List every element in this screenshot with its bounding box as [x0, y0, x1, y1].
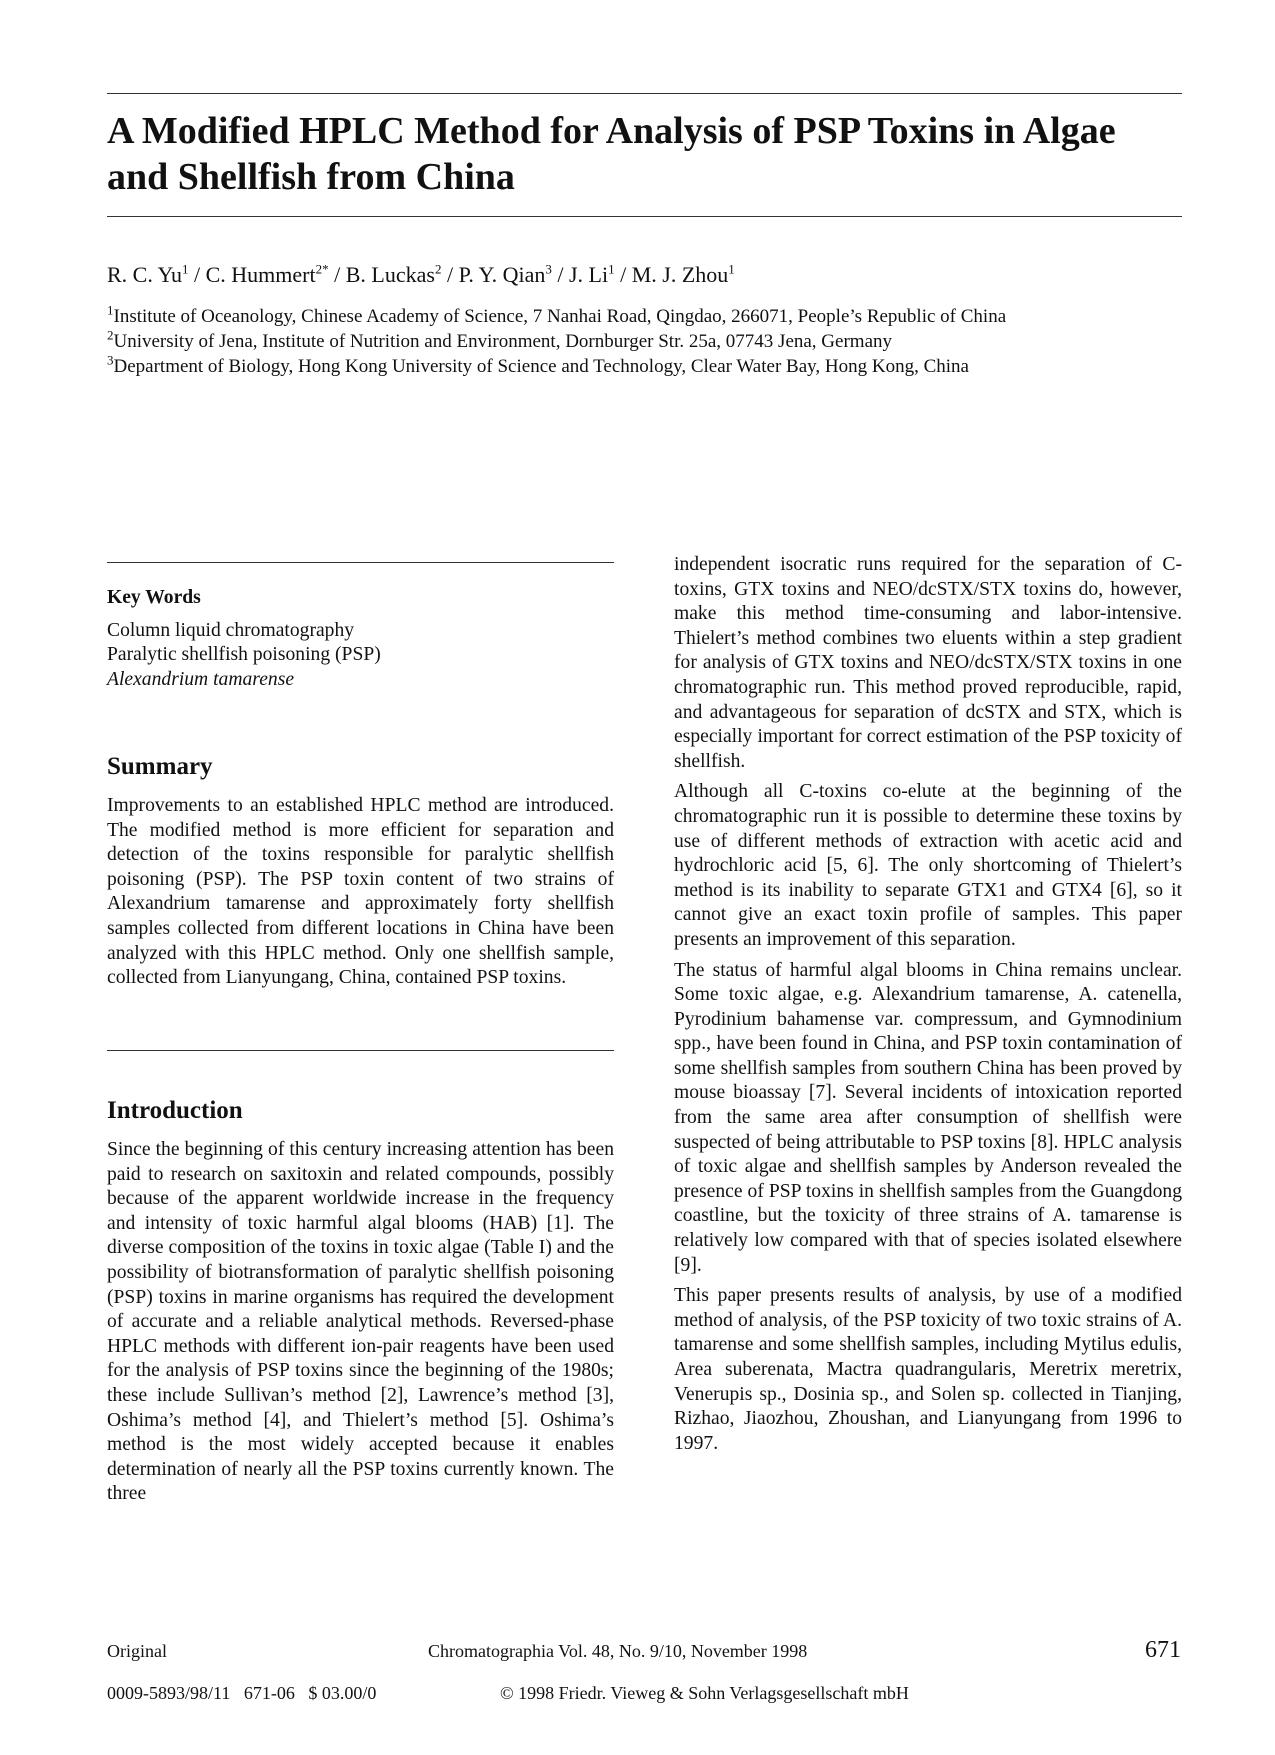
author: J. Li$^1$	[568, 261, 615, 287]
author: C. Hummert$^{2*}$	[205, 261, 329, 287]
author-list: R. C. Yu$^1$ / C. Hummert$^{2*}$ / B. Luckas$^2$ / P. Y. Qian$^3$ / J. Li$^1$ / M. J. Zhou$^1$	[107, 261, 735, 287]
introduction-paragraph: independent isocratic runs required for the separation of C-toxins, GTX toxins and NEO/dcSTX/STX toxins do, however, make this method time-consuming and labor-intensive. Thielert’s method combines two eluents within a step gradient for analysis of GTX toxins and NEO/dcSTX/STX toxins in one chromatographic run. This method proved reproducible, rapid, and advantageous for separation of dcSTX and STX, which is especially important for correct estimation of the PSP toxicity of shellfish.	[674, 554, 1182, 772]
affiliation: $^1$Institute of Oceanology, Chinese Academy of Science, 7 Nanhai Road, Qingdao, 266071, People’s Republic of China	[107, 302, 1007, 327]
page-number: 671	[1145, 1637, 1181, 1663]
keywords-heading: Key Words	[107, 587, 201, 608]
affiliation: $^2$University of Jena, Institute of Nutrition and Environment, Dornburger Str. 25a, 07743 Jena, Germany	[107, 327, 892, 352]
article-category: Original	[107, 1641, 167, 1661]
introduction-section	[107, 1096, 614, 1513]
introduction-rule	[107, 1050, 614, 1051]
summary-section	[107, 752, 614, 997]
author: R. C. Yu$^1$	[107, 261, 189, 287]
summary-heading: Summary	[107, 753, 213, 780]
keyword-item: Paralytic shellfish poisoning (PSP)	[107, 644, 381, 666]
keyword-item: Column liquid chromatography	[107, 619, 355, 641]
article-code: 0009-5893/98/11 671-06 $ 03.00/0	[107, 1683, 377, 1703]
journal-citation: Chromatographia Vol. 48, No. 9/10, November 1998	[428, 1641, 808, 1661]
author: M. J. Zhou$^1$	[631, 261, 735, 287]
keywords-rule	[107, 562, 614, 563]
introduction-paragraph: This paper presents results of analysis, by use of a modified method of analysis, of the PSP toxicity of two toxic strains of A. tamarense and some shellfish samples, including Mytilus edulis, Area suberenata, Mactra quadrangularis, Meretrix meretrix, Venerupis sp., Dosinia sp., and Solen sp. collected in Tianjing, Rizhao, Jiaozhou, Zhoushan, and Lianyungang from 1996 to 1997.	[674, 1285, 1182, 1454]
author: P. Y. Qian$^3$	[458, 261, 552, 287]
introduction-paragraph: The status of harmful algal blooms in China remains unclear. Some toxic algae, e.g. Alexandrium tamarense, A. catenella, Pyrodinium bahamense var. compressum, and Gymnodinium spp., have been found in China, and PSP toxin contamination of some shellfish samples from southern China has been proved by mouse bioassay [7]. Several incidents of intoxication reported from the same area after consumption of shellfish were suspected of being attributable to PSP toxins [8]. HPLC analysis of toxic algae and shellfish samples by Anderson revealed the presence of PSP toxins in shellfish samples from the Guangdong coastline, but the toxicity of three strains of A. tamarense is relatively low compared with that of species isolated elsewhere [9].	[674, 959, 1182, 1276]
summary-text: Improvements to an established HPLC method are introduced. The modified method is more efficient for separation and detection of the toxins responsible for paralytic shellfish poisoning (PSP). The PSP toxin content of two strains of Alexandrium tamarense and approximately forty shellfish samples collected from different locations in China have been analyzed with this HPLC method. Only one shellfish sample, collected from Lianyungang, China, contained PSP toxins.	[107, 795, 614, 989]
introduction-paragraph: Although all C-toxins co-elute at the beginning of the chromatographic run it is possible to determine these toxins by use of different methods of extraction with acetic acid and hydrochloric acid [5, 6]. The only shortcoming of Thielert’s method is its inability to separate GTX1 and GTX4 [6], so it cannot give an exact toxin profile of samples. This paper presents an improvement of this separation.	[674, 781, 1182, 950]
title-bottom-rule	[107, 216, 1182, 217]
affiliations	[107, 304, 1187, 379]
introduction-continued	[674, 553, 1182, 1462]
paper-title: A Modified HPLC Method for Analysis of PSP Toxins in Algae and Shellfish from China	[107, 110, 1116, 198]
affiliation: $^3$Department of Biology, Hong Kong University of Science and Technology, Clear Water Bay, Hong Kong, China	[107, 352, 969, 377]
author: B. Luckas$^2$	[345, 261, 442, 287]
title-top-rule	[107, 93, 1182, 94]
keyword-item: Alexandrium tamarense	[107, 668, 295, 690]
introduction-paragraph: Since the beginning of this century increasing attention has been paid to research on saxitoxin and related compounds, possibly because of the apparent worldwide increase in the frequency and intensity of toxic harmful algal blooms (HAB) [1]. The diverse composition of the toxins in toxic algae (Table I) and the possibility of biotransformation of paralytic shellfish poisoning (PSP) toxins in marine organisms has required the development of accurate and a reliable analytical methods. Reversed-phase HPLC methods with different ion-pair reagents have been used for the analysis of PSP toxins since the beginning of the 1980s; these include Sullivan’s method [2], Lawrence’s method [3], Oshima’s method [4], and Thielert’s method [5]. Oshima’s method is the most widely accepted because it enables determination of nearly all the PSP toxins currently known. The three	[107, 1139, 614, 1505]
copyright-notice: © 1998 Friedr. Vieweg & Sohn Verlagsgesellschaft mbH	[500, 1683, 909, 1703]
keywords-section	[107, 586, 614, 692]
introduction-heading: Introduction	[107, 1097, 243, 1124]
